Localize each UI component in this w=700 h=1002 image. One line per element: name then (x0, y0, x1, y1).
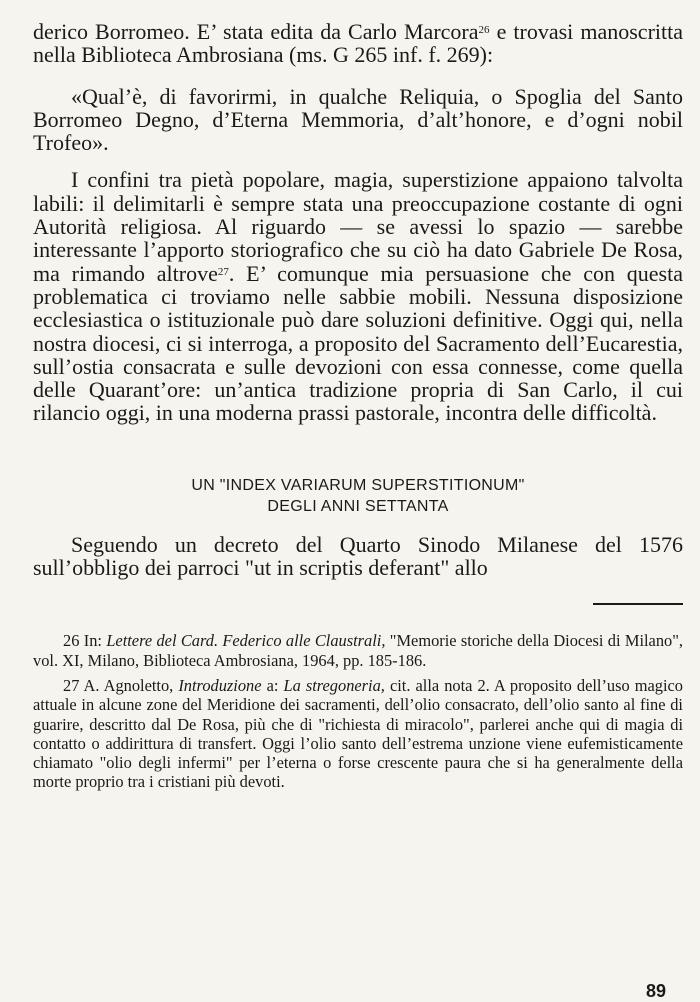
footnote-divider (593, 603, 683, 605)
footnote-text: In: (79, 631, 107, 651)
footnote-ref-27[interactable]: 27 (217, 265, 229, 278)
footnote-27 (33, 676, 683, 792)
footnote-ref-26[interactable]: 26 (478, 24, 490, 36)
footnotes (33, 631, 683, 791)
footnote-text: A. Agnoletto, (79, 675, 179, 695)
paragraph-quarto-sinodo: Seguendo un decreto del Quarto Sinodo Milanese del 1576 sull’obbligo dei parroci "ut in scriptis deferant" allo (33, 531, 683, 581)
paragraph-pieta-popolare (33, 168, 683, 424)
paragraph-text: e trovasi manoscritta nella Biblioteca Ambrosiana (ms. G 265 inf. f. 269): (33, 19, 683, 68)
section-heading-line-2: DEGLI ANNI SETTANTA (267, 497, 449, 515)
footnote-number: 26 (63, 631, 80, 651)
footnote-italic-title: La stregoneria, (283, 675, 385, 695)
footnote-text: "Memorie storiche della Diocesi di Milano", vol. XI, Milano, Biblioteca Ambrosiana, 1964, pp. 185-186. (33, 631, 683, 670)
section-heading-line-1: UN "INDEX VARIARUM SUPERSTITIONUM" (191, 476, 525, 494)
footnote-italic-title: Introduzione (178, 675, 262, 695)
footnote-text: a: (261, 675, 284, 695)
page-body (33, 20, 683, 798)
paragraph-text: . E’ comunque mia persuasione che con questa problematica ci troviamo nelle sabbie mobili. Nessuna disposizione ecclesiastica o istituzionale può dare soluzioni definitive. Oggi qui, nella nostra diocesi, ci si interroga, a proposito del Sacramento dell’Eucarestia, sull’ostia consacrata e sulle devozioni con essa connesse, come quella delle Quarant’ore: un’antica tradizione propria di San Carlo, il cui rilancio oggi, in una moderna prassi pastorale, incontra delle difficoltà. (33, 260, 683, 426)
page-number: 89 (645, 981, 666, 1001)
footnote-italic-title: Lettere del Card. Federico alle Claustrali, (106, 631, 386, 651)
section-heading (33, 475, 683, 517)
paragraph-continuation (33, 20, 683, 67)
footnote-26 (33, 631, 683, 670)
paragraph-text: derico Borromeo. E’ stata edita da Carlo Marcora (33, 19, 479, 44)
paragraph-text: I confini tra pietà popolare, magia, superstizione appaiono talvolta labili: il delimitarli è sempre stata una preoccupazione costante di ogni Autorità religiosa. Al riguardo — se avessi lo spazio — sarebbe interessante l’apporto storiografico che su ciò ha dato Gabriele De Rosa, ma rimando altrove (33, 167, 683, 286)
footnote-text: cit. alla nota 2. A proposito dell’uso magico attuale in alcune zone del Meridione dei sacramenti, dell’olio consacrato, dell’olio santo al fine di guarire, descritto dal De Rosa, più che di "richiesta di miracolo", parlerei anche qui di magia di contatto o addirittura di transfert. Oggi l’olio santo dell’estrema unzione viene eufemisticamente chiamato "olio degli infermi" per l’eterna o forse crescente paura che si ha generalmente della morte proprio tra i cristiani più devoti. (33, 675, 683, 792)
quotation: «Qual’è, di favorirmi, in qualche Reliquia, o Spoglia del Santo Borromeo Degno, d’Eterna Memmoria, d’alt’honore, e d’ogni nobil Trofeo». (33, 83, 683, 156)
footnote-number: 27 (63, 675, 80, 695)
